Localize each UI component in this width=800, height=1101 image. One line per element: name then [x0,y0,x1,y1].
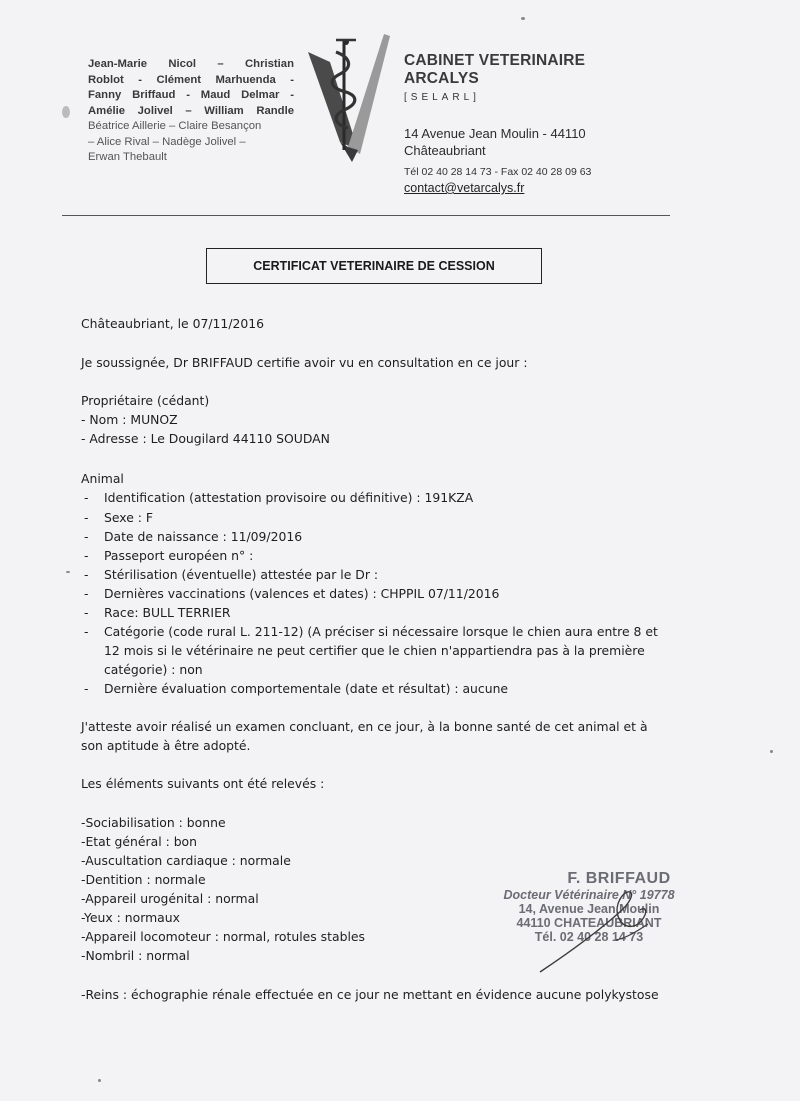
staff-line: Fanny Briffaud - Maud Delmar - [88,89,294,101]
clinic-logo [300,22,396,172]
bullet-dash: - [84,490,89,505]
staff-list [88,57,294,166]
clinic-phone-fax: Tél 02 40 28 14 73 - Fax 02 40 28 09 63 [404,166,592,178]
animal-item: Identification (attestation provisoire ou définitive) : 191KZA [104,490,474,505]
animal-item-continued: catégorie) : non [104,662,203,677]
attestation-line: J'atteste avoir réalisé un examen concluant, en ce jour, à la bonne santé de cet animal et à [81,719,648,734]
stamp-city: 44110 CHATEAUBRIANT [516,916,662,930]
attestation-line: son aptitude à être adopté. [81,738,251,753]
clinic-email-link[interactable]: contact@vetarcalys.fr [404,181,525,195]
header-divider [62,215,670,216]
animal-item: Dernière évaluation comportementale (date et résultat) : aucune [104,681,509,696]
stamp-name: F. BRIFFAUD [567,870,671,887]
intro-text: Je soussignée, Dr BRIFFAUD certifie avoir vu en consultation en ce jour : [81,355,528,370]
scan-speck [62,106,70,118]
finding-item: -Sociabilisation : bonne [81,815,226,830]
finding-item: -Appareil locomoteur : normal, rotules stables [81,929,365,944]
animal-item: Stérilisation (éventuelle) attestée par le Dr : [104,567,379,582]
clinic-address: 14 Avenue Jean Moulin - 44110 Châteaubriant [404,126,586,158]
bullet-dash: - [84,529,89,544]
bullet-dash: - [84,681,89,696]
staff-line: – Alice Rival – Nadège Jolivel – [88,135,246,148]
animal-item: Date de naissance : 11/09/2016 [104,529,303,544]
staff-line: Roblot - Clément Marhuenda - [88,73,294,86]
stamp-address: 14, Avenue Jean Moulin [518,902,660,916]
clinic-name: CABINET VETERINAIRE ARCALYS [404,52,586,87]
animal-item: Passeport européen n° : [104,548,254,563]
bullet-dash: - [84,586,89,601]
animal-item: Race: BULL TERRIER [104,605,231,620]
staff-line: Erwan Thebault [88,151,167,163]
staff-line: Béatrice Aillerie – Claire Besançon [88,120,262,132]
staff-line: Jean-Marie Nicol – Christian [88,58,294,70]
finding-item: -Auscultation cardiaque : normale [81,853,291,868]
animal-item-continued: 12 mois si le vétérinaire ne peut certifier que le chien n'appartiendra pas à la première [104,643,645,658]
bullet-dash: - [84,510,89,525]
kidney-finding: -Reins : échographie rénale effectuée en ce jour ne mettant en évidence aucune polykystose [81,987,659,1002]
bullet-dash: - [84,548,89,563]
finding-item: -Yeux : normaux [81,910,180,925]
finding-item: -Nombril : normal [81,948,190,963]
owner-name: - Nom : MUNOZ [81,412,178,427]
document-title: CERTIFICAT VETERINAIRE DE CESSION [206,248,542,284]
owner-heading: Propriétaire (cédant) [81,393,210,408]
animal-heading: Animal [81,471,124,486]
animal-item: Sexe : F [104,510,154,525]
place-date: Châteaubriant, le 07/11/2016 [81,316,265,331]
finding-item: -Etat général : bon [81,834,197,849]
stamp-title: Docteur Vétérinaire N° 19778 [503,888,675,902]
bullet-dash: - [84,624,89,639]
staff-line: Amélie Jolivel – William Randle [88,104,294,117]
bullet-dash: - [84,605,89,620]
scan-speck [98,1079,101,1082]
findings-heading: Les éléments suivants ont été relevés : [81,776,325,791]
clinic-legal-form: [SELARL] [404,92,480,103]
scan-speck [521,17,525,20]
animal-item: Catégorie (code rural L. 211-12) (A préciser si nécessaire lorsque le chien aura entre 8 et [104,624,658,639]
stamp-phone: Tél. 02 40 28 14 73 [534,930,644,944]
animal-item: Dernières vaccinations (valences et dates) : CHPPIL 07/11/2016 [104,586,500,601]
scan-speck [770,750,773,753]
owner-address: - Adresse : Le Dougilard 44110 SOUDAN [81,431,330,446]
scan-speck [66,571,70,573]
finding-item: -Appareil urogénital : normal [81,891,259,906]
finding-item: -Dentition : normale [81,872,206,887]
bullet-dash: - [84,567,89,582]
handwritten-signature [530,880,680,980]
